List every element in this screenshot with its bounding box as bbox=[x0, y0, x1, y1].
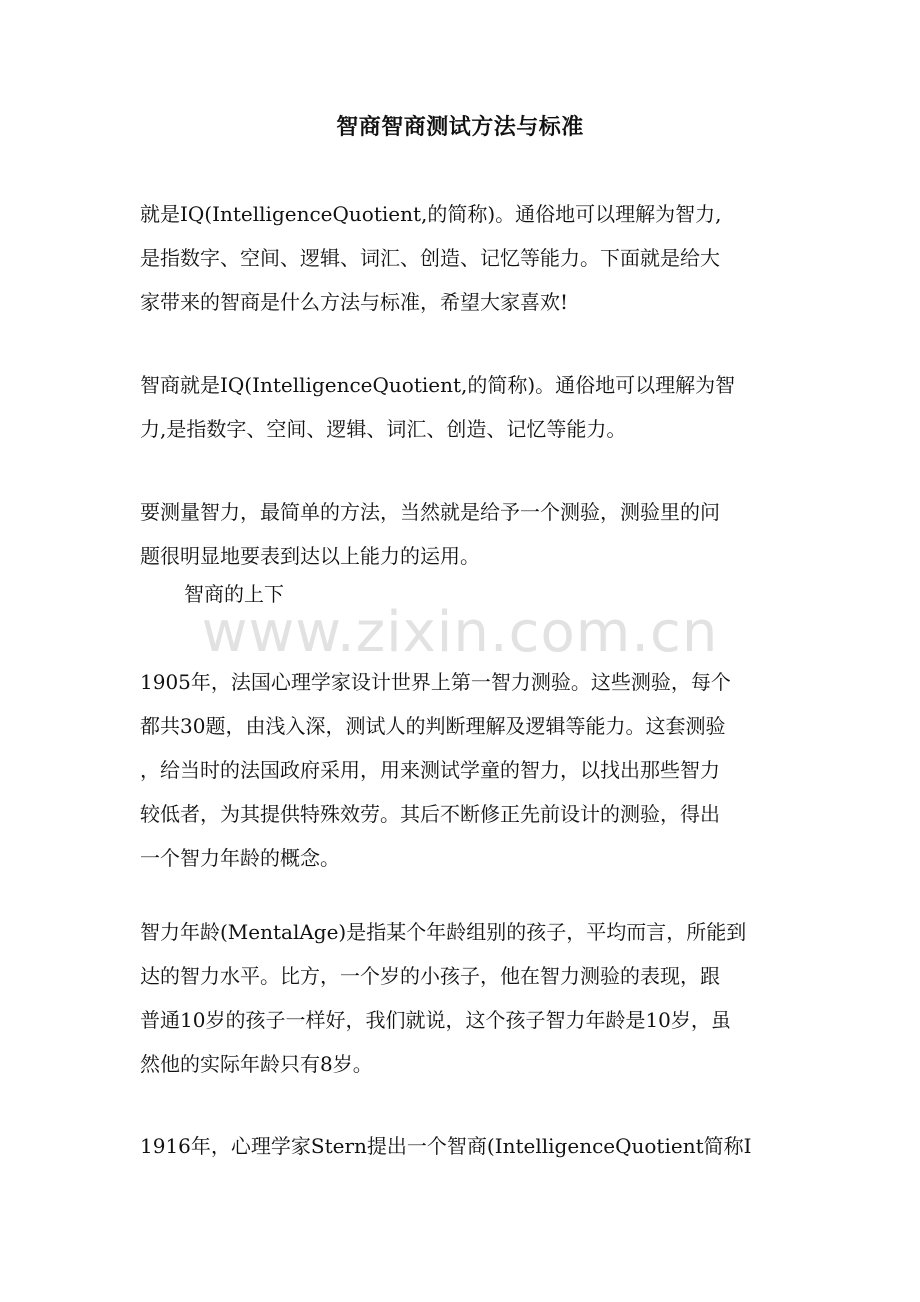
paragraph-6 bbox=[140, 1124, 800, 1168]
paragraph-line: 较低者，为其提供特殊效劳。其后不断修正先前设计的测验，得出 bbox=[140, 802, 720, 826]
paragraph-1 bbox=[140, 192, 800, 324]
document-title: 智商智商测试方法与标准 bbox=[336, 114, 584, 140]
paragraph-line: 都共30题，由浅入深，测试人的判断理解及逻辑等能力。这套测验 bbox=[140, 714, 726, 738]
paragraph-line: 智商就是IQ(IntelligenceQuotient,的简称)。通俗地可以理解为智 bbox=[140, 373, 736, 397]
paragraph-4 bbox=[140, 660, 800, 880]
paragraph-line: 是指数字、空间、逻辑、词汇、创造、记忆等能力。下面就是给大 bbox=[140, 246, 720, 270]
watermark-text: www.zixin.com.cn bbox=[201, 600, 719, 665]
paragraph-3 bbox=[140, 490, 800, 578]
paragraph-line: 就是IQ(IntelligenceQuotient,的简称)。通俗地可以理解为智力, bbox=[140, 202, 722, 226]
paragraph-line: 一个智力年龄的概念。 bbox=[140, 846, 340, 870]
paragraph-line: 家带来的智商是什么方法与标准，希望大家喜欢! bbox=[140, 290, 569, 314]
paragraph-line: 然他的实际年龄只有8岁。 bbox=[140, 1052, 373, 1076]
paragraph-line: 智力年龄(MentalAge)是指某个年龄组别的孩子，平均而言，所能到 bbox=[140, 920, 747, 944]
paragraph-line: 达的智力水平。比方，一个岁的小孩子，他在智力测验的表现，跟 bbox=[140, 964, 720, 988]
paragraph-line: 1916年，心理学家Stern提出一个智商(IntelligenceQuotient简称I bbox=[140, 1134, 752, 1158]
paragraph-line: 题很明显地要表到达以上能力的运用。 bbox=[140, 544, 480, 568]
paragraph-line: ，给当时的法国政府采用，用来测试学童的智力，以找出那些智力 bbox=[140, 758, 720, 782]
paragraph-line: 普通10岁的孩子一样好，我们就说，这个孩子智力年龄是10岁，虽 bbox=[140, 1008, 731, 1032]
paragraph-line: 1905年，法国心理学家设计世界上第一智力测验。这些测验，每个 bbox=[140, 670, 731, 694]
paragraph-2 bbox=[140, 363, 800, 451]
paragraph-line: 力,是指数字、空间、逻辑、词汇、创造、记忆等能力。 bbox=[140, 417, 627, 441]
paragraph-5 bbox=[140, 910, 800, 1086]
paragraph-line: 要测量智力，最简单的方法，当然就是给予一个测验，测验里的问 bbox=[140, 500, 720, 524]
section-subheading: 智商的上下 bbox=[184, 582, 284, 606]
